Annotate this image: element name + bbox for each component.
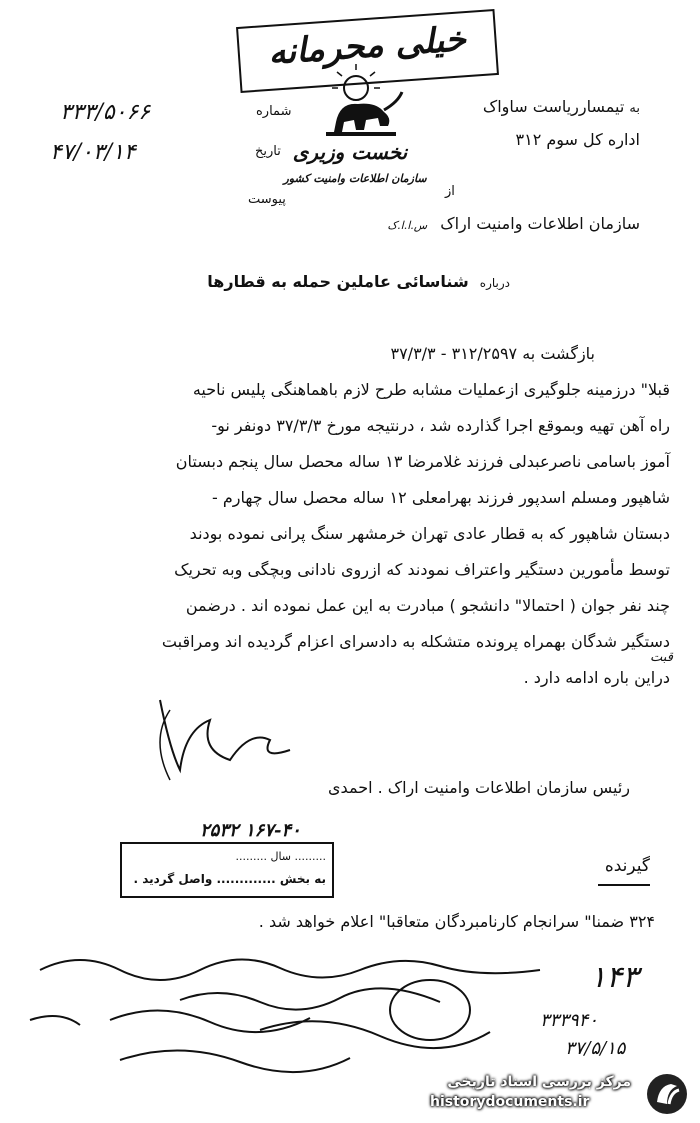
recipients-label: گیرنده bbox=[604, 856, 650, 876]
registry-box bbox=[120, 842, 334, 898]
header-from-label-visible bbox=[445, 184, 455, 199]
watermark-name: مرکز بررسی اسناد تاریخی bbox=[447, 1074, 631, 1090]
header-from-value bbox=[387, 214, 640, 233]
body-reference: بازگشت به ۳۱۲/۲۵۹۷ - ۳۷/۳/۳ bbox=[390, 344, 595, 363]
registry-line-1: ......... سال ......... bbox=[235, 850, 326, 863]
handwritten-number: ۱۴۳ bbox=[590, 960, 639, 995]
signature-scribble-icon bbox=[140, 690, 300, 790]
lion-sun-emblem bbox=[318, 62, 408, 142]
subject-row bbox=[207, 272, 510, 291]
header-to bbox=[483, 97, 640, 116]
registry-stamp bbox=[120, 820, 340, 900]
registry-number: ۲۵۳۲ ۱۶۷-۴۰ bbox=[200, 820, 301, 841]
signature-line: رئیس سازمان اطلاعات وامنیت اراک . احمدی bbox=[328, 778, 630, 797]
header-to-label: به bbox=[629, 101, 640, 116]
body-line-1: قبلا" درزمینه جلوگیری ازعملیات مشابه طرح لازم باهماهنگی پلیس ناحیه bbox=[192, 380, 670, 399]
body-line-6: توسط مأمورین دستگیر واعتراف نمودند که ازروی نادانی وبچگی وبه تحریک bbox=[174, 560, 670, 579]
from-label-text: از bbox=[445, 184, 455, 199]
attachment-label: پیوست bbox=[248, 192, 286, 207]
body-line-2: راه آهن تهیه وبموقع اجرا گذارده شد ، درنتیجه مورخ ۳۷/۳/۳ دونفر نو- bbox=[211, 416, 670, 435]
archive-logo-icon bbox=[645, 1072, 689, 1116]
number-value: ۳۳۳/۵۰۶۶ bbox=[60, 100, 151, 125]
handwritten-date: ۳۷/۵/۱۵ bbox=[565, 1038, 626, 1059]
emblem-subtitle: سازمان اطلاعات وامنیت کشور bbox=[283, 172, 427, 185]
handwritten-ref: ۳۳۳۹۴۰ bbox=[540, 1010, 599, 1031]
margin-note: قبت bbox=[650, 650, 673, 665]
body-line-3: آموز باسامی ناصرعبدلی فرزند غلامرضا ۱۳ ساله محصل سال پنجم دبستان bbox=[175, 452, 670, 471]
date-label: تاریخ bbox=[255, 144, 281, 159]
header-dept: اداره کل سوم ۳۱۲ bbox=[515, 130, 640, 149]
body-line-5: دبستان شاهپور که به قطار عادی تهران خرمشهر سنگ پرانی نموده بودند bbox=[189, 524, 670, 543]
watermark-url: historydocuments.ir bbox=[430, 1094, 590, 1110]
header-to-value: تیمسارریاست ساواک bbox=[482, 97, 625, 116]
registry-line-2: به بخش ............. واصل گردید . bbox=[133, 872, 326, 886]
handwritten-line-1: ... ... ... ... ... ... bbox=[60, 945, 148, 959]
from-code-text: س.ا.ا.ک bbox=[387, 219, 428, 232]
body-line-8: دستگیر شدگان بهمراه پرونده متشکله به دادسرای اعزام گردیده اند ومراقبت bbox=[161, 632, 670, 651]
emblem-title: نخست وزیری bbox=[292, 140, 408, 164]
handwritten-scribbles-icon bbox=[20, 940, 580, 1080]
subject-value: شناسائی عاملین حمله به قطارها bbox=[207, 272, 469, 291]
body-line-9: دراین باره ادامه دارد . bbox=[523, 668, 670, 687]
recipients-underline bbox=[598, 884, 650, 886]
recipients-note: ۳۲۴ ضمنا" سرانجام کارنامبردگان متعاقبا" اعلام خواهد شد . bbox=[258, 912, 655, 931]
number-label: شماره bbox=[256, 104, 292, 119]
watermark bbox=[400, 1070, 695, 1118]
body-text bbox=[20, 380, 670, 704]
body-line-4: شاهپور ومسلم اسدپور فرزند بهرامعلی ۱۲ ساله محصل سال چهارم - bbox=[212, 488, 670, 507]
body-line-7: چند نفر جوان ( احتمالا" دانشجو ) مبادرت به این عمل نموده اند . درضمن bbox=[185, 596, 670, 615]
date-value: ۴۷/۰۳/۱۴ bbox=[50, 140, 136, 165]
subject-label: درباره bbox=[479, 276, 510, 290]
from-value-text: سازمان اطلاعات وامنیت اراک bbox=[440, 214, 640, 233]
emblem-icon bbox=[318, 62, 408, 142]
confidential-stamp-text: خیلی محرمانه bbox=[267, 19, 468, 73]
